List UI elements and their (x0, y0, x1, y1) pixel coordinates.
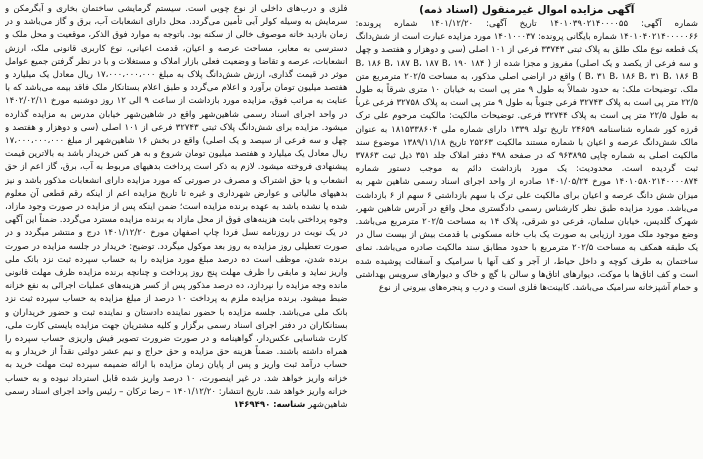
notice-left-body (5, 3, 348, 412)
notice-right-column (356, 3, 699, 457)
tracking-label: شناسه: (273, 400, 306, 411)
notice-left-text: فلزی و درب‌های داخلی از نوع چوبی است. سیستم گرمایشی ساختمان بخاری و آبگرمکن و سرمایش به وسیله کولر آبی تأمین می‌گردد. محل دارای انشعابات آب، برق و گاز می‌باشد و در زمان بازدید خانه موصوف خالی از سکنه بود. باتوجه به موارد فوق الذکر، موقعیت و محل ملک و دسترسی به معابر، مساحت عرصه و اعیان، قدمت اعیانی، نوع کاربری قانونی ملک، ارزش انشعابات، عرصه و تقاضا و وضعیت فعلی بازار املاک و مستغلات و با در نظر گرفتن جمیع عوامل موثر در قیمت گذاری، ارزش شش‌دانگ پلاک به مبلغ ۱۷،۰۰۰،۰۰۰،۰۰۰ ریال معادل یک میلیارد و هفتصد میلیون تومان برآورد و اعلام می‌گردد و طبق اعلام بستانکار ملک فاقد بیمه می‌باشد که با عنایت به مراتب فوق، مزایده مورد بازداشت از ساعت ۹ الی ۱۲ روز دوشنبه مورخ ۱۴۰۲/۰۲/۱۱ در واحد اجرای اسناد رسمی شاهین‌شهر واقع در شاهین‌شهر خیابان مدرس به مزایده گذارده میشود. مزایده برای شش‌دانگ پلاک ثبتی ۳۲۷۴۳ فرعی از ۱۰۱ اصلی (سی و دوهزار و هفتصد و چهل و سه فرعی از سیصد و یک اصلی) واقع در بخش ۱۶ شاهین‌شهر از مبلغ ۱۷،۰۰۰،۰۰۰،۰۰۰ ریال معادل یک میلیارد و هفتصد میلیون تومان شروع و به هر کس خریدار باشد به بالاترین قیمت پیشنهادی فروخته میشود. لازم به ذکر است پرداخت بدهیهای مربوط به آب، برق، گاز اعم از حق انشعاب و یا حق اشتراک و مصرف در صورتی که مورد مزایده دارای انشعابات مذکور باشد و نیز بدهیهای مالیاتی و عوارض شهرداری و غیره تا تاریخ مزایده اعم از اینکه رقم قطعی آن معلوم شده یا نشده باشد به عهده برنده مزایده است؛ ضمن اینکه پس از مزایده در صورت وجود مازاد، وجوه پرداختی بابت هزینه‌های فوق از محل مازاد به برنده مزایده مسترد می‌گردد. ضمناً این آگهی در یک نوبت در روزنامه نسل فردا چاپ اصفهان مورخ ۱۴۰۱/۱۲/۲۰ درج و منتشر میگردد و در صورت تعطیلی روز مزایده به روز بعد موکول میگردد. توضیح: خریدار در جلسه مزایده در صورت برنده شدن، موظف است ده درصد مبلغ مورد مزایده را به حساب سپرده ثبت نزد بانک ملی واریز نماید و مابقی را ظرف مهلت پنج روز پرداخت و چنانچه برنده مزایده ظرف مهلت قانونی مانده وجه مزایده را نپردازد، ده درصد مذکور پس از کسر هزینه‌های عملیات اجرائی به نفع خزانه ضبط میشود. برنده مزایده ملزم به پرداخت ۱۰ درصد از مبلغ مزایده به حساب سپرده ثبت نزد بانک ملی می‌باشد. جلسه مزایده با حضور نماینده دادستان و نماینده ثبت و حضور خریداران و بستانکاران در دفتر اجرای اسناد رسمی برگزار و کلیه مشتریان جهت مزایده بایستی کارت ملی، کارت شناسایی عکس‌دار، گواهینامه و در صورت ضرورت تصویر فیش واریزی حساب سپرده را همراه داشته باشند. ضمناً هزینه حق مزایده و حق حراج و نیم عشر دولتی نقداً از خریدار و به حساب درآمد ثبت واریز و پس از پایان زمان مزایده با ارائه ضمیمه سپرده ثبت مهلت خرید به خزانه واریز خواهد شد. در غیر اینصورت، ۱۰ درصد واریز شده قابل استرداد نبوده و به حساب خزانه واریز خواهد شد. تاریخ انتشار: ۱۴۰۱/۱۲/۲۰ – رضا ترکان – رئیس واحد اجرای اسناد رسمی شاهین‌شهر (5, 4, 348, 411)
tracking-number: ۱۴۶۹۴۹۰ (233, 400, 271, 411)
notice-title: آگهی مزایده اموال غیرمنقول (اسناد ذمه) (419, 4, 635, 16)
notice-right-text: شماره آگهی: ۱۴۰۱۰۳۹۰۲۱۴۰۰۰۰۵۵ تاریخ آگهی: ۱۴۰۱/۱۲/۲۰ شماره پرونده: ۱۴۰۱۰۴۰۲۱۴۰۰۰۰۰۶۶ شماره بایگانی پرونده: ۱۴۰۱۰۰۰۳۷ مورد مزایده عبارت است از شش‌دانگ یک قطعه نوع ملک طلق به پلاک ثبتی ۳۳۷۴۳ فرعی از ۱۰۱ اصلی (سی و دوهزار و هفتصد و چهل و سه فرعی از یکصد و یک اصلی) مفروز و مجزا شده از ( ۱۸۴ B، ۱۸۶ B، ۱۸۷ B، ۱۸۷ B، ۱۹۰ B، ۳۱ B، ۱۸۶ B، ۳۱ B، ۱۸۶ B ) واقع در اراضی اصلی مذکور، به مساحت ۲۰۲/۵ مترمربع متن ملک. توضیحات ملک: به حدود شمالاً به طول ۹ متر پی است به خیابان ۱۰ متری شرقاً به طول ۲۲/۵ متر پی است به پلاک ۳۲۷۴۳ فرعی جنوباً به طول ۹ متر پی است به پلاک ۳۲۷۵۸ فرعی غرباً به طول ۲۲/۵ متر پی است به پلاک ۳۲۷۴۴ فرعی. توضیحات مالکیت: مالکیت مرحوم علی ترک قرزه کور شماره شناسنامه ۲۴۶۵۹ تاریخ تولد ۱۳۳۹ دارای شماره ملی ۱۸۱۵۳۳۸۶۰۴ به عنوان مالک شش‌دانگ عرصه و اعیان با شماره مستند مالکیت ۲۵۲۶۳ تاریخ ۱۳۸۹/۱۱/۱۸ موضوع سند مالکیت اصلی به شماره چاپی ۹۶۳۸۹۵ که در صفحه ۴۹۸ دفتر املاک جلد ۳۵۱ ذیل ثبت ۳۷۸۶۳ ثبت گردیده است. محدودیت: یک مورد بازداشت دائم به موجب دستور شماره ۱۴۰۱۰۵۸۰۲۱۴۰۰۰۰۸۷۴ مورخ ۱۴۰۱/۰۵/۲۴ صادره از واحد اجرای اسناد رسمی شاهین شهر به میزان شش دانگ عرصه و اعیان برای مالکیت علی ترک با سهم بازداشتی ۶ سهم از ۶ بازداشت می‌باشد. مورد مزایده طبق نظر کارشناس رسمی دادگستری محل واقع در آدرس شاهین شهر، شهرک گلدیس، خیابان سلمان، فرعی دو شرقی، پلاک ۱۴ به مساحت ۲۰۲/۵ مترمربع می‌باشد. وضع موجود ملک مورد ارزیابی به صورت یک باب خانه مسکونی با قدمت بیش از بیست سال در یک طبقه همکف به مساحت ۲۰۲/۵ مترمربع با حدود مطابق سند مالکیت صادره می‌باشد. نمای ساختمان به طرف کوچه و داخل حیاط، از آجر و کف آنها با سرامیک و آسفالت پوشیده شده است و کف اتاق‌ها با موکت، دیوارهای اتاق‌ها و سالن با گچ و خاک و دیوارهای سرویس بهداشتی و حمام آشپزخانه سرامیک می‌باشد. کابینت‌ها فلزی است و درب و پنجره‌های بیرونی از نوع (355, 19, 698, 294)
notice-columns (5, 3, 698, 457)
notice-left-column (5, 3, 348, 457)
